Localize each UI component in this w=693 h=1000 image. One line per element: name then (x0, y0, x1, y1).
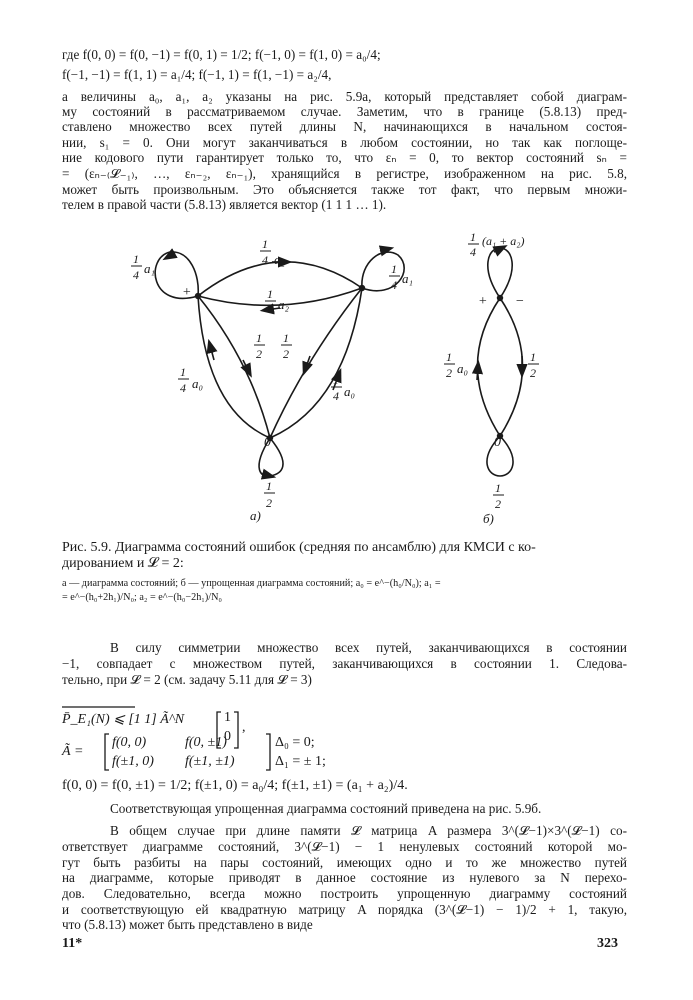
paragraph-line: и соответствующую ей квадратную матрицу A порядка (3^(𝓛−1) − 1)/2 + 1, такую, (62, 902, 627, 917)
state-plus: + (182, 285, 192, 300)
top-den: 4 (262, 253, 268, 267)
paragraph-line-last: телем в правой части (5.8.13) является вектор (1 1 1 … 1). (62, 197, 387, 212)
figure-caption-sub-1: а — диаграмма состояний; б — упрощенная диаграмма состояний; a₀ = e^−(h₀/N₀); a₁ = (62, 578, 441, 589)
paragraph-line: ние кодового пути гарантирует только то, что εₙ = 0, то вектор состояний sₙ = (62, 150, 627, 165)
signature-mark: 11* (62, 936, 83, 951)
loop-minus (362, 252, 404, 291)
state-minus: − (356, 283, 366, 298)
matrix-bracket-right (266, 734, 270, 770)
bound-trailing: , (242, 720, 246, 735)
loop-b-top (488, 248, 512, 298)
left-num: 1 (180, 365, 186, 379)
state-zero: 0 (264, 435, 271, 450)
node-b-plus-minus (497, 295, 503, 301)
paragraph-line: гут быть разбиты на пары состояний, имеющих одно и то же множество путей (62, 855, 627, 870)
matrix-m21: f(±1, 0) (112, 754, 154, 769)
formula-line-2: f(−1, −1) = f(1, 1) = a₁/4; f(−1, 1) = f(1, −1) = a₂/4, (62, 67, 332, 82)
right-var: a₀ (344, 384, 356, 399)
bottom-num: 1 (266, 479, 272, 493)
left-var: a₀ (192, 376, 204, 391)
diagram-b-sublabel: б) (483, 511, 494, 526)
paragraph-line: ставлено множество всех путей длины N, начинающихся в начальном состоя- (62, 119, 627, 134)
delta-0: Δ₀ = 0; (275, 735, 315, 750)
figure-caption-line-2: дированием и 𝓛 = 2: (62, 556, 184, 571)
paragraph-line: может быть произвольным. Это объясняется также тот факт, что первым множи- (62, 182, 627, 197)
state-b-zero: 0 (494, 435, 501, 450)
top-num: 1 (262, 237, 268, 251)
arrow-left (210, 345, 214, 360)
mid-num: 1 (267, 287, 273, 301)
vector-top: 1 (224, 710, 231, 725)
paragraph-line: = (εₙ₋₍𝓛₋₁₎, …, εₙ₋₂, εₙ₋₁), хранящийся в регистре, изображенном на рис. 5.8, (62, 166, 627, 181)
paragraph-line: В общем случае при длине памяти 𝓛 матрица A размера 3^(𝓛−1)×3^(𝓛−1) со- (110, 823, 627, 838)
edge-plus-to-zero-inner (198, 296, 270, 438)
state-b-plus: + (478, 294, 488, 309)
right-num: 1 (333, 373, 339, 387)
figure-caption-sub-2: = e^−(h₀+2h₁)/N₀; a₂ = e^−(h₀−2h₁)/N₀ (62, 592, 222, 603)
loop-plus-var: a₁ (144, 261, 156, 276)
in-left-den: 2 (256, 347, 262, 361)
b-top-den: 4 (470, 245, 476, 259)
in-right-den: 2 (283, 347, 289, 361)
b-top-var: (a₁ + a₂) (482, 234, 525, 248)
b-right-num: 1 (530, 350, 536, 364)
vec-bracket-right (234, 712, 238, 748)
b-right-den: 2 (530, 366, 536, 380)
paragraph-line-last: тельно, при 𝓛 = 2 (см. задачу 5.11 для 𝓛 = 3) (62, 672, 312, 687)
loop-minus-num: 1 (391, 262, 397, 276)
node-plus (195, 293, 201, 299)
mid-var: a₂ (278, 297, 290, 312)
left-den: 4 (180, 381, 186, 395)
state-b-minus: − (515, 294, 525, 309)
loop-plus-num: 1 (133, 252, 139, 266)
paragraph-line: му состояний в рассматриваемом случае. Заметим, что в границе (5.8.13) пред- (62, 104, 627, 119)
edge-b-left (478, 298, 501, 436)
f-values-line: f(0, 0) = f(0, ±1) = 1/2; f(±1, 0) = a₀/4; f(±1, ±1) = (a₁ + a₂)/4. (62, 778, 408, 793)
b-left-num: 1 (446, 350, 452, 364)
bound-equation-lhs: P̄_E₁(N) ⩽ [1 1] Ã^N (62, 712, 185, 727)
b-top-num: 1 (470, 230, 476, 244)
figure-caption-line-1: Рис. 5.9. Диаграмма состояний ошибок (средняя по ансамблю) для КМСИ с ко- (62, 540, 536, 555)
loop-plus (155, 252, 198, 298)
loop-minus-var: a₁ (402, 271, 414, 286)
arrow-b-left (477, 366, 478, 380)
in-right-num: 1 (283, 331, 289, 345)
in-left-num: 1 (256, 331, 262, 345)
paragraph-line: −1, совпадает с множеством путей, заканчивающихся в состоянии 1. Следова- (62, 656, 627, 671)
matrix-bracket-left (105, 734, 109, 770)
edge-plus-to-zero-outer (198, 296, 270, 438)
b-bottom-den: 2 (495, 497, 501, 511)
matrix-lhs: Ã = (62, 744, 84, 759)
page-number: 323 (597, 936, 618, 951)
diagram-a-sublabel: а) (250, 508, 261, 523)
matrix-m11: f(0, 0) (112, 735, 147, 750)
paragraph-line-last: что (5.8.13) может быть представлено в виде (62, 917, 313, 932)
b-bottom-num: 1 (495, 481, 501, 495)
sentence-reference-5-9b: Соответствующая упрощенная диаграмма состояний приведена на рис. 5.9б. (110, 801, 542, 816)
loop-plus-den: 4 (133, 268, 139, 282)
arrow-loop-plus (168, 253, 175, 257)
right-den: 4 (333, 389, 339, 403)
arrow-loop-minus (380, 249, 388, 251)
b-left-var: a₀ (457, 361, 469, 376)
paragraph-line: дов. Следовательно, всегда можно построить упрощенную диаграмму состояний (62, 886, 627, 901)
formula-line-1: где f(0, 0) = f(0, −1) = f(0, 1) = 1/2; f(−1, 0) = f(1, 0) = a₀/4; (62, 47, 381, 62)
paragraph-line: а величины a₀, a₁, a₂ указаны на рис. 5.9а, который представляет собой диаграм- (62, 89, 627, 104)
loop-minus-den: 4 (391, 278, 397, 292)
edge-b-right (500, 298, 523, 436)
paragraph-line: нии, s₁ = 0. Они могут заканчиваться в любом состоянии, но так как поглоще- (62, 135, 627, 150)
matrix-m12: f(0, ±1) (185, 735, 227, 750)
delta-1: Δ₁ = ± 1; (275, 754, 326, 769)
vector-bottom: 0 (224, 729, 231, 744)
b-left-den: 2 (446, 366, 452, 380)
matrix-m22: f(±1, ±1) (185, 754, 235, 769)
paragraph-line: ответствует диаграмме состояний, 3^(𝓛−1) − 1 ненулевых состояний которой мо- (62, 839, 627, 854)
bottom-den: 2 (266, 496, 272, 510)
mid-den: 4 (267, 302, 273, 316)
paragraph-line: на диаграмме, которые приводят в данное состояние из нулевого за N перехо- (62, 870, 627, 885)
loop-zero (259, 438, 283, 476)
paragraph-line: В силу симметрии множество всех путей, заканчивающихся в состоянии (110, 640, 627, 655)
top-var: a₂ (274, 252, 286, 267)
